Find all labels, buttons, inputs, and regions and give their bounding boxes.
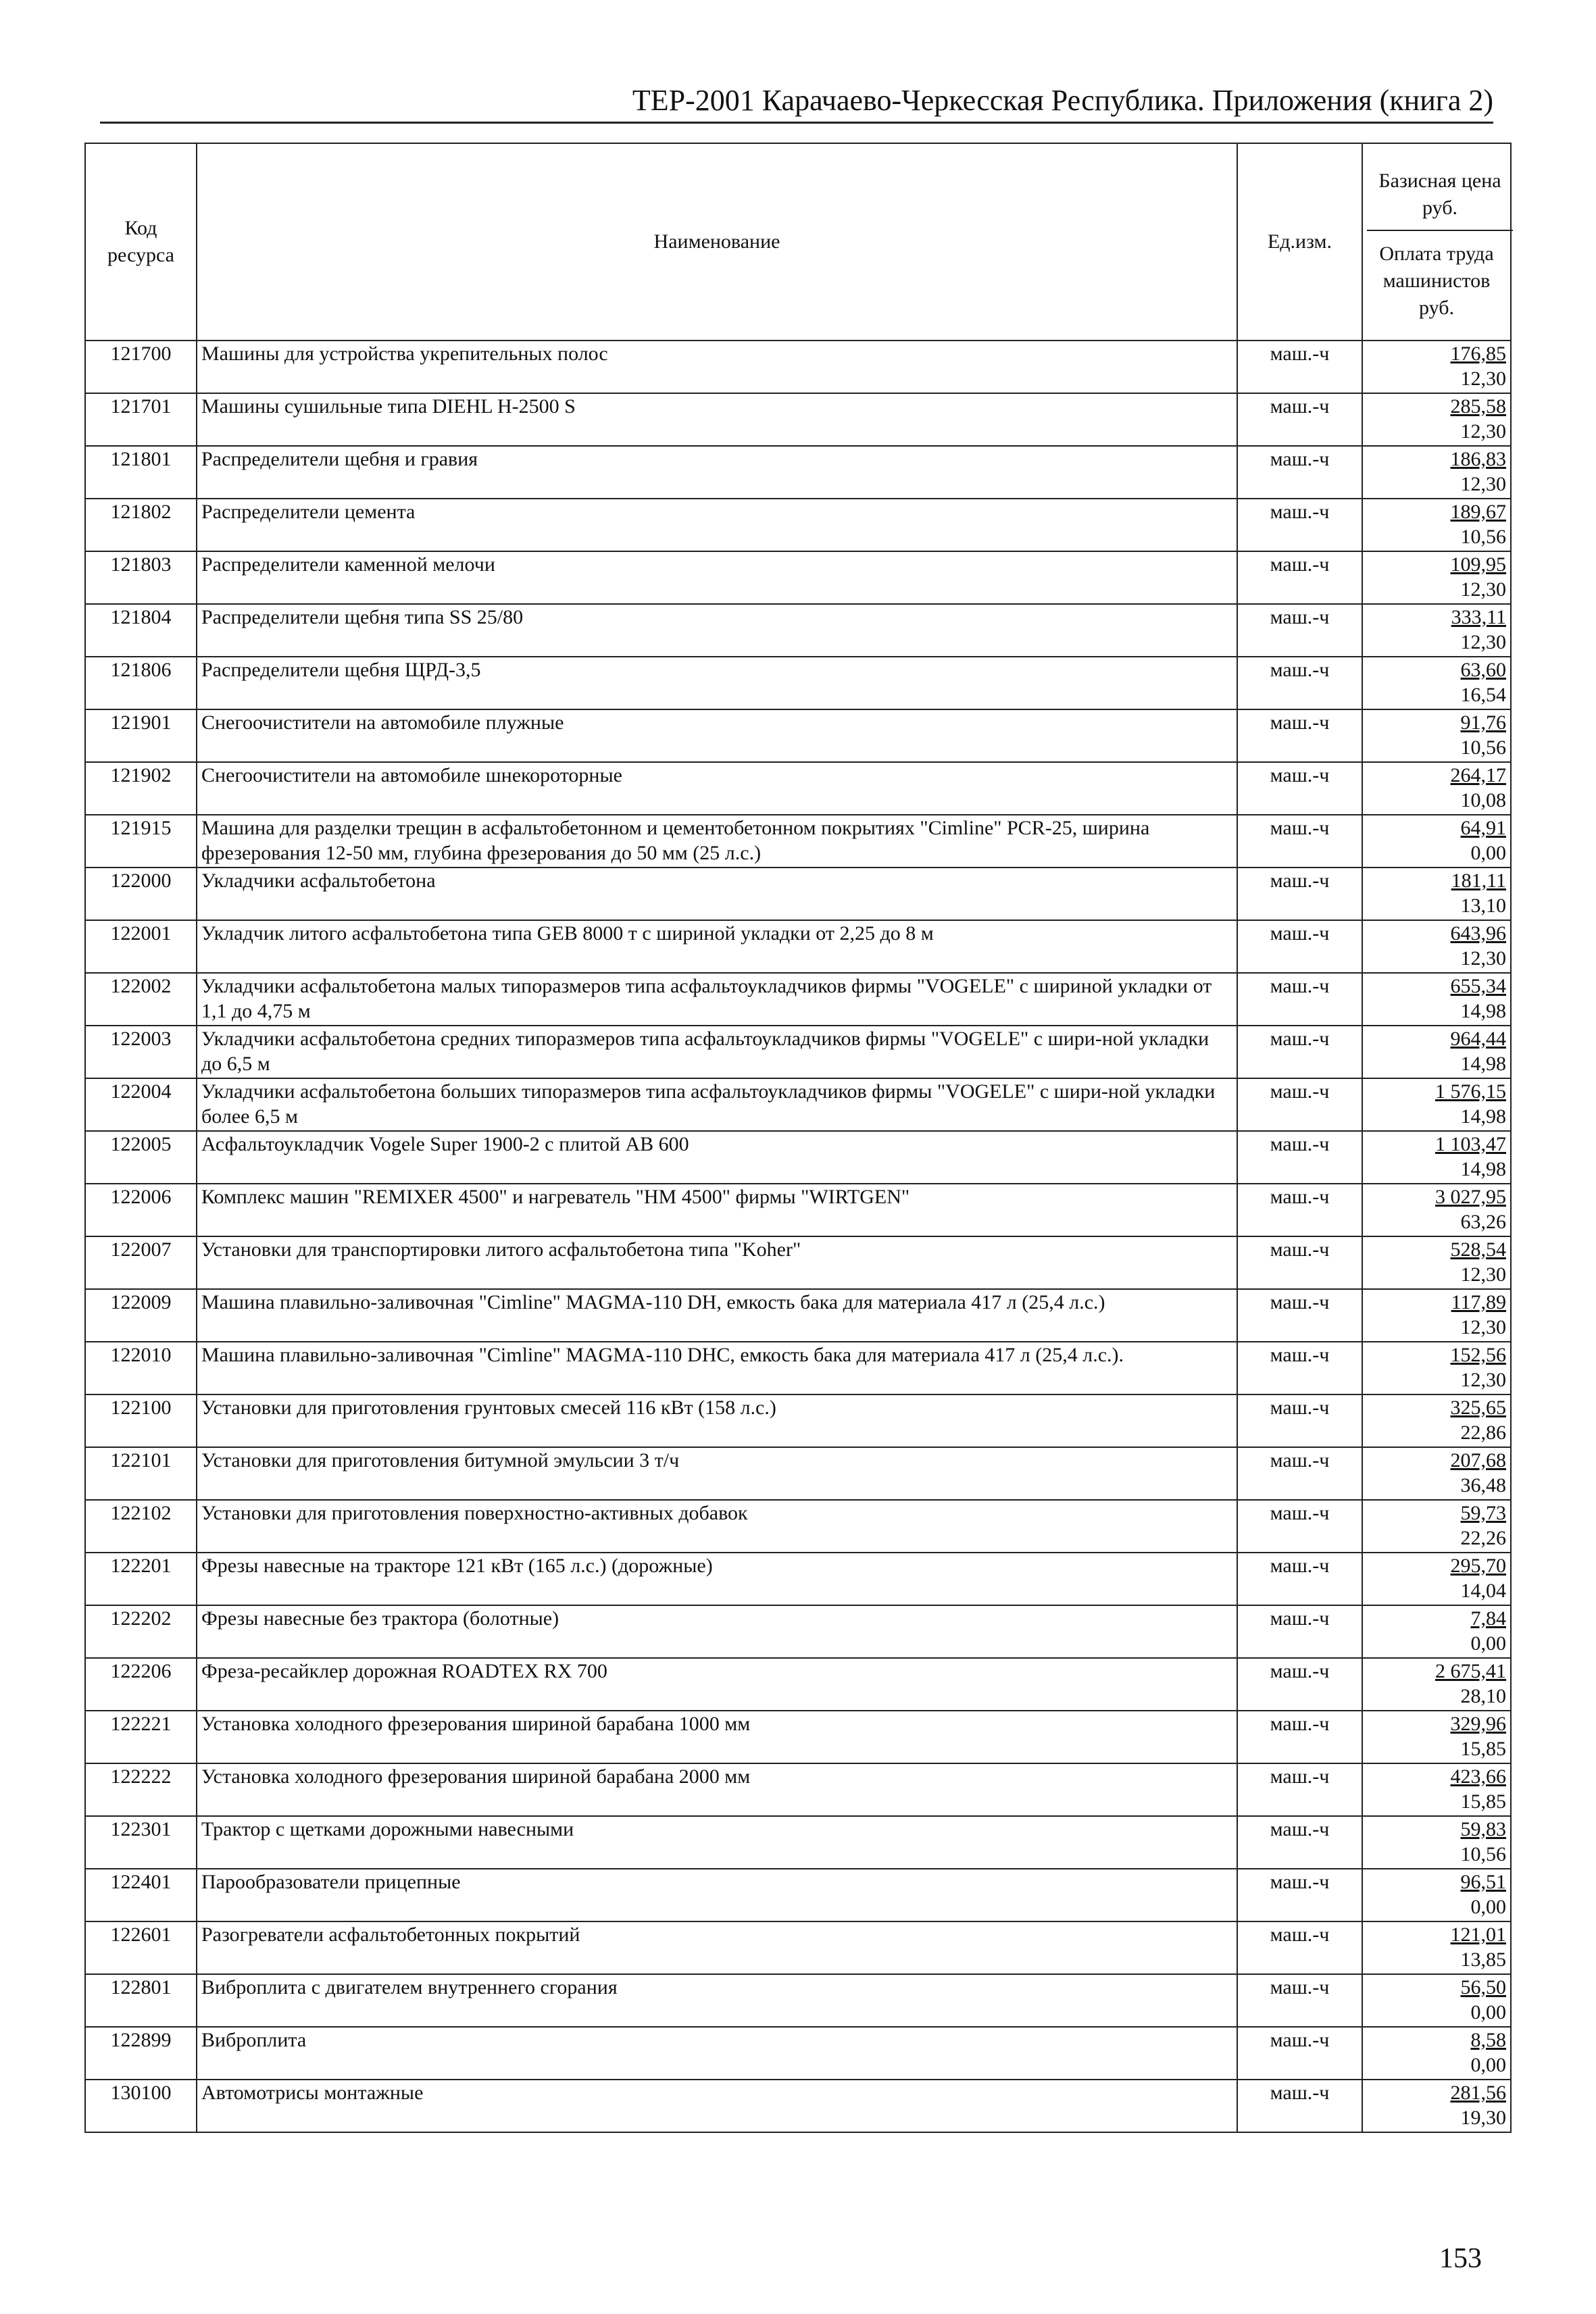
resource-unit: маш.-ч — [1237, 815, 1362, 867]
table-row — [85, 762, 1511, 815]
resource-name: Машины для устройства укрепительных полос — [197, 341, 1237, 393]
table-row — [85, 1447, 1511, 1500]
resource-code: 122222 — [85, 1763, 197, 1816]
resource-code: 122001 — [85, 920, 197, 973]
resource-price-cell — [1362, 1184, 1511, 1236]
table-row — [85, 1026, 1511, 1078]
labor-pay-value: 63,26 — [1460, 1211, 1506, 1233]
table-row — [85, 1342, 1511, 1394]
table-row — [85, 1078, 1511, 1131]
table-row — [85, 2027, 1511, 2080]
resource-code: 121806 — [85, 657, 197, 709]
base-price-value: 117,89 — [1451, 1291, 1506, 1313]
resource-unit: маш.-ч — [1237, 1974, 1362, 2027]
resource-code: 122100 — [85, 1394, 197, 1447]
base-price-value: 96,51 — [1460, 1871, 1506, 1893]
resource-name: Установки для приготовления грунтовых смесей 116 кВт (158 л.с.) — [197, 1394, 1237, 1447]
resource-unit: маш.-ч — [1237, 1658, 1362, 1711]
labor-pay-value: 15,85 — [1460, 1790, 1506, 1813]
table-row — [85, 815, 1511, 867]
resource-unit: маш.-ч — [1237, 1763, 1362, 1816]
resource-name: Установки для приготовления битумной эмульсии 3 т/ч — [197, 1447, 1237, 1500]
resource-unit: маш.-ч — [1237, 1605, 1362, 1658]
resource-unit: маш.-ч — [1237, 1500, 1362, 1553]
base-price-value: 281,56 — [1450, 2082, 1506, 2104]
base-price-value: 8,58 — [1470, 2029, 1506, 2051]
base-price-value: 655,34 — [1450, 975, 1506, 997]
labor-pay-value: 0,00 — [1470, 2054, 1506, 2076]
header-labor-pay: Оплата труда машинистов руб. — [1379, 243, 1494, 319]
resource-name: Разогреватели асфальтобетонных покрытий — [197, 1921, 1237, 1974]
resource-name: Укладчики асфальтобетона малых типоразмеров типа асфальтоукладчиков фирмы "VOGELE" с шириной укладки от 1,1 до 4,75 м — [197, 973, 1237, 1026]
resource-unit: маш.-ч — [1237, 1342, 1362, 1394]
resource-code: 121700 — [85, 341, 197, 393]
labor-pay-value: 12,30 — [1460, 578, 1506, 601]
resource-price-cell — [1362, 815, 1511, 867]
resource-name: Установки для транспортировки литого асфальтобетона типа "Koher" — [197, 1236, 1237, 1289]
table-row — [85, 1500, 1511, 1553]
base-price-value: 295,70 — [1450, 1555, 1506, 1577]
labor-pay-value: 14,98 — [1460, 1053, 1506, 1075]
table-body — [85, 341, 1511, 2132]
labor-pay-value: 12,30 — [1460, 1369, 1506, 1391]
resource-price-cell — [1362, 393, 1511, 446]
header-price — [1362, 143, 1511, 341]
resource-name: Укладчик литого асфальтобетона типа GEB 8000 т с шириной укладки от 2,25 до 8 м — [197, 920, 1237, 973]
resource-code: 122009 — [85, 1289, 197, 1342]
resource-price-cell — [1362, 341, 1511, 393]
base-price-value: 325,65 — [1450, 1397, 1506, 1419]
resource-name: Снегоочистители на автомобиле шнекороторные — [197, 762, 1237, 815]
resource-price-cell — [1362, 1921, 1511, 1974]
base-price-value: 186,83 — [1450, 448, 1506, 470]
resource-code: 122301 — [85, 1816, 197, 1869]
base-price-value: 2 675,41 — [1435, 1660, 1506, 1682]
header-code: Код ресурса — [85, 143, 197, 341]
resource-price-cell — [1362, 499, 1511, 551]
resource-code: 122899 — [85, 2027, 197, 2080]
resource-name: Машина плавильно-заливочная "Cimline" MAGMA-110 DHC, емкость бака для материала 417 л (25,4 л.с.). — [197, 1342, 1237, 1394]
resource-price-cell — [1362, 2080, 1511, 2132]
table-row — [85, 657, 1511, 709]
resource-name: Установки для приготовления поверхностно-активных добавок — [197, 1500, 1237, 1553]
resource-price-cell — [1362, 1236, 1511, 1289]
base-price-value: 59,83 — [1460, 1818, 1506, 1840]
resource-price-cell — [1362, 762, 1511, 815]
labor-pay-value: 13,85 — [1460, 1948, 1506, 1971]
resource-code: 122003 — [85, 1026, 197, 1078]
resource-unit: маш.-ч — [1237, 1026, 1362, 1078]
resource-unit: маш.-ч — [1237, 973, 1362, 1026]
resource-name: Фреза-ресайклер дорожная ROADTEX RX 700 — [197, 1658, 1237, 1711]
resource-name: Машина для разделки трещин в асфальтобетонном и цементобетонном покрытиях "Cimline" PCR-25, ширина фрезерования 12-50 мм, глубина фрезерования до 50 мм (25 л.с.) — [197, 815, 1237, 867]
table-header-row — [85, 143, 1511, 341]
base-price-value: 964,44 — [1450, 1028, 1506, 1050]
labor-pay-value: 12,30 — [1460, 1263, 1506, 1286]
table-row — [85, 1236, 1511, 1289]
resource-name: Установка холодного фрезерования шириной барабана 1000 мм — [197, 1711, 1237, 1763]
table-row — [85, 1763, 1511, 1816]
resource-code: 121801 — [85, 446, 197, 499]
resource-name: Распределители каменной мелочи — [197, 551, 1237, 604]
resource-unit: маш.-ч — [1237, 1553, 1362, 1605]
resource-code: 122006 — [85, 1184, 197, 1236]
table-row — [85, 1658, 1511, 1711]
resource-name: Фрезы навесные на тракторе 121 кВт (165 л.с.) (дорожные) — [197, 1553, 1237, 1605]
resource-price-cell — [1362, 1553, 1511, 1605]
resource-name: Распределители щебня типа SS 25/80 — [197, 604, 1237, 657]
resource-name: Укладчики асфальтобетона больших типоразмеров типа асфальтоукладчиков фирмы "VOGELE" с шири-ной укладки более 6,5 м — [197, 1078, 1237, 1131]
table-row — [85, 973, 1511, 1026]
labor-pay-value: 22,86 — [1460, 1422, 1506, 1444]
base-price-value: 189,67 — [1450, 501, 1506, 523]
labor-pay-value: 10,56 — [1460, 736, 1506, 759]
resource-code: 122206 — [85, 1658, 197, 1711]
labor-pay-value: 12,30 — [1460, 473, 1506, 495]
table-row — [85, 920, 1511, 973]
base-price-value: 333,11 — [1451, 606, 1506, 628]
base-price-value: 7,84 — [1470, 1607, 1506, 1630]
header-name: Наименование — [197, 143, 1237, 341]
table-row — [85, 393, 1511, 446]
resource-code: 121802 — [85, 499, 197, 551]
labor-pay-value: 14,98 — [1460, 1158, 1506, 1180]
labor-pay-value: 28,10 — [1460, 1685, 1506, 1707]
resource-unit: маш.-ч — [1237, 1816, 1362, 1869]
resource-unit: маш.-ч — [1237, 1394, 1362, 1447]
resource-unit: маш.-ч — [1237, 1711, 1362, 1763]
base-price-value: 121,01 — [1450, 1923, 1506, 1946]
resource-unit: маш.-ч — [1237, 867, 1362, 920]
table-row — [85, 1394, 1511, 1447]
resource-unit: маш.-ч — [1237, 1289, 1362, 1342]
resource-unit: маш.-ч — [1237, 604, 1362, 657]
resource-unit: маш.-ч — [1237, 1131, 1362, 1184]
resource-name: Распределители щебня ЩРД-3,5 — [197, 657, 1237, 709]
resource-price-cell — [1362, 657, 1511, 709]
base-price-value: 423,66 — [1450, 1765, 1506, 1788]
resource-price-cell — [1362, 604, 1511, 657]
resource-code: 121901 — [85, 709, 197, 762]
resource-name: Виброплита с двигателем внутреннего сгорания — [197, 1974, 1237, 2027]
labor-pay-value: 13,10 — [1460, 895, 1506, 917]
table-row — [85, 1921, 1511, 1974]
base-price-value: 181,11 — [1451, 870, 1506, 892]
resource-code: 122801 — [85, 1974, 197, 2027]
labor-pay-value: 19,30 — [1460, 2107, 1506, 2129]
resource-code: 122002 — [85, 973, 197, 1026]
labor-pay-value: 16,54 — [1460, 684, 1506, 706]
resource-price-cell — [1362, 1026, 1511, 1078]
resource-price-cell — [1362, 1500, 1511, 1553]
resource-price-cell — [1362, 1289, 1511, 1342]
resource-unit: маш.-ч — [1237, 1447, 1362, 1500]
labor-pay-value: 14,04 — [1460, 1580, 1506, 1602]
resource-code: 122102 — [85, 1500, 197, 1553]
resource-price-cell — [1362, 1658, 1511, 1711]
resource-code: 122202 — [85, 1605, 197, 1658]
base-price-value: 329,96 — [1450, 1713, 1506, 1735]
table-row — [85, 867, 1511, 920]
resource-name: Трактор с щетками дорожными навесными — [197, 1816, 1237, 1869]
labor-pay-value: 10,56 — [1460, 1843, 1506, 1865]
table-row — [85, 1605, 1511, 1658]
labor-pay-value: 10,56 — [1460, 526, 1506, 548]
resource-name: Виброплита — [197, 2027, 1237, 2080]
resource-name: Фрезы навесные без трактора (болотные) — [197, 1605, 1237, 1658]
resource-code: 122401 — [85, 1869, 197, 1921]
resource-code: 121915 — [85, 815, 197, 867]
base-price-value: 63,60 — [1460, 659, 1506, 681]
table-row — [85, 604, 1511, 657]
resource-code: 121803 — [85, 551, 197, 604]
resource-unit: маш.-ч — [1237, 2080, 1362, 2132]
resource-price-cell — [1362, 1605, 1511, 1658]
resource-code: 122004 — [85, 1078, 197, 1131]
base-price-value: 1 103,47 — [1435, 1133, 1506, 1155]
resource-price-cell — [1362, 709, 1511, 762]
base-price-value: 264,17 — [1450, 764, 1506, 786]
resource-price-cell — [1362, 551, 1511, 604]
base-price-value: 528,54 — [1450, 1238, 1506, 1261]
resource-name: Укладчики асфальтобетона — [197, 867, 1237, 920]
table-row — [85, 341, 1511, 393]
page-number: 153 — [1439, 2243, 1482, 2274]
resource-name: Установка холодного фрезерования шириной барабана 2000 мм — [197, 1763, 1237, 1816]
resource-code: 122000 — [85, 867, 197, 920]
table-row — [85, 1553, 1511, 1605]
resource-price-cell — [1362, 1869, 1511, 1921]
table-row — [85, 1289, 1511, 1342]
base-price-value: 3 027,95 — [1435, 1186, 1506, 1208]
labor-pay-value: 0,00 — [1470, 842, 1506, 864]
resource-name: Снегоочистители на автомобиле плужные — [197, 709, 1237, 762]
resource-price-cell — [1362, 446, 1511, 499]
resource-price-table — [84, 143, 1512, 2133]
base-price-value: 1 576,15 — [1435, 1080, 1506, 1103]
resource-name: Автомотрисы монтажные — [197, 2080, 1237, 2132]
base-price-value: 56,50 — [1460, 1976, 1506, 1998]
resource-name: Асфальтоукладчик Vogele Super 1900-2 с плитой AB 600 — [197, 1131, 1237, 1184]
resource-name: Машины сушильные типа DIEHL H-2500 S — [197, 393, 1237, 446]
resource-unit: маш.-ч — [1237, 1184, 1362, 1236]
header-unit: Ед.изм. — [1237, 143, 1362, 341]
resource-price-cell — [1362, 1974, 1511, 2027]
base-price-value: 109,95 — [1450, 553, 1506, 576]
resource-price-cell — [1362, 1078, 1511, 1131]
resource-code: 122601 — [85, 1921, 197, 1974]
table-row — [85, 1131, 1511, 1184]
labor-pay-value: 36,48 — [1460, 1474, 1506, 1496]
labor-pay-value: 0,00 — [1470, 1632, 1506, 1655]
resource-code: 122005 — [85, 1131, 197, 1184]
header-base-price: Базисная цена руб. — [1367, 158, 1513, 231]
resource-price-cell — [1362, 2027, 1511, 2080]
resource-price-cell — [1362, 1342, 1511, 1394]
labor-pay-value: 12,30 — [1460, 368, 1506, 390]
resource-code: 130100 — [85, 2080, 197, 2132]
table-row — [85, 1869, 1511, 1921]
resource-unit: маш.-ч — [1237, 1921, 1362, 1974]
resource-code: 121902 — [85, 762, 197, 815]
base-price-value: 152,56 — [1450, 1344, 1506, 1366]
labor-pay-value: 22,26 — [1460, 1527, 1506, 1549]
resource-unit: маш.-ч — [1237, 657, 1362, 709]
resource-name: Распределители цемента — [197, 499, 1237, 551]
resource-unit: маш.-ч — [1237, 341, 1362, 393]
document-title: ТЕР-2001 Карачаево-Черкесская Республика. Приложения (книга 2) — [632, 84, 1493, 117]
base-price-value: 59,73 — [1460, 1502, 1506, 1524]
resource-price-cell — [1362, 867, 1511, 920]
resource-name: Комплекс машин "REMIXER 4500" и нагреватель "HM 4500" фирмы "WIRTGEN" — [197, 1184, 1237, 1236]
page-header — [100, 80, 1493, 124]
resource-code: 121701 — [85, 393, 197, 446]
resource-price-cell — [1362, 1447, 1511, 1500]
base-price-value: 176,85 — [1450, 343, 1506, 365]
resource-price-cell — [1362, 1394, 1511, 1447]
resource-unit: маш.-ч — [1237, 709, 1362, 762]
base-price-value: 285,58 — [1450, 395, 1506, 418]
labor-pay-value: 12,30 — [1460, 947, 1506, 970]
table-row — [85, 1816, 1511, 1869]
resource-code: 122010 — [85, 1342, 197, 1394]
labor-pay-value: 12,30 — [1460, 1316, 1506, 1338]
resource-unit: маш.-ч — [1237, 1078, 1362, 1131]
resource-code: 121804 — [85, 604, 197, 657]
table-row — [85, 499, 1511, 551]
resource-name: Укладчики асфальтобетона средних типоразмеров типа асфальтоукладчиков фирмы "VOGELE" с шири-ной укладки до 6,5 м — [197, 1026, 1237, 1078]
resource-name: Машина плавильно-заливочная "Cimline" MAGMA-110 DH, емкость бака для материала 417 л (25,4 л.с.) — [197, 1289, 1237, 1342]
resource-code: 122101 — [85, 1447, 197, 1500]
resource-code: 122201 — [85, 1553, 197, 1605]
resource-code: 122007 — [85, 1236, 197, 1289]
table-row — [85, 446, 1511, 499]
labor-pay-value: 0,00 — [1470, 2001, 1506, 2023]
base-price-value: 91,76 — [1460, 711, 1506, 734]
resource-unit: маш.-ч — [1237, 762, 1362, 815]
resource-unit: маш.-ч — [1237, 551, 1362, 604]
resource-unit: маш.-ч — [1237, 393, 1362, 446]
resource-price-cell — [1362, 1763, 1511, 1816]
labor-pay-value: 0,00 — [1470, 1896, 1506, 1918]
table-row — [85, 1184, 1511, 1236]
labor-pay-value: 14,98 — [1460, 1000, 1506, 1022]
resource-price-cell — [1362, 1131, 1511, 1184]
resource-table-container — [84, 143, 1510, 2133]
resource-price-cell — [1362, 920, 1511, 973]
labor-pay-value: 12,30 — [1460, 420, 1506, 443]
labor-pay-value: 15,85 — [1460, 1738, 1506, 1760]
table-row — [85, 1974, 1511, 2027]
resource-unit: маш.-ч — [1237, 499, 1362, 551]
resource-unit: маш.-ч — [1237, 920, 1362, 973]
resource-unit: маш.-ч — [1237, 2027, 1362, 2080]
resource-name: Распределители щебня и гравия — [197, 446, 1237, 499]
labor-pay-value: 14,98 — [1460, 1105, 1506, 1128]
base-price-value: 643,96 — [1450, 922, 1506, 945]
table-row — [85, 551, 1511, 604]
resource-price-cell — [1362, 1816, 1511, 1869]
labor-pay-value: 12,30 — [1460, 631, 1506, 653]
resource-code: 122221 — [85, 1711, 197, 1763]
table-row — [85, 2080, 1511, 2132]
resource-price-cell — [1362, 1711, 1511, 1763]
base-price-value: 64,91 — [1460, 817, 1506, 839]
resource-unit: маш.-ч — [1237, 1236, 1362, 1289]
table-row — [85, 709, 1511, 762]
labor-pay-value: 10,08 — [1460, 789, 1506, 811]
resource-name: Парообразователи прицепные — [197, 1869, 1237, 1921]
table-row — [85, 1711, 1511, 1763]
resource-price-cell — [1362, 973, 1511, 1026]
resource-unit: маш.-ч — [1237, 1869, 1362, 1921]
resource-unit: маш.-ч — [1237, 446, 1362, 499]
base-price-value: 207,68 — [1450, 1449, 1506, 1472]
